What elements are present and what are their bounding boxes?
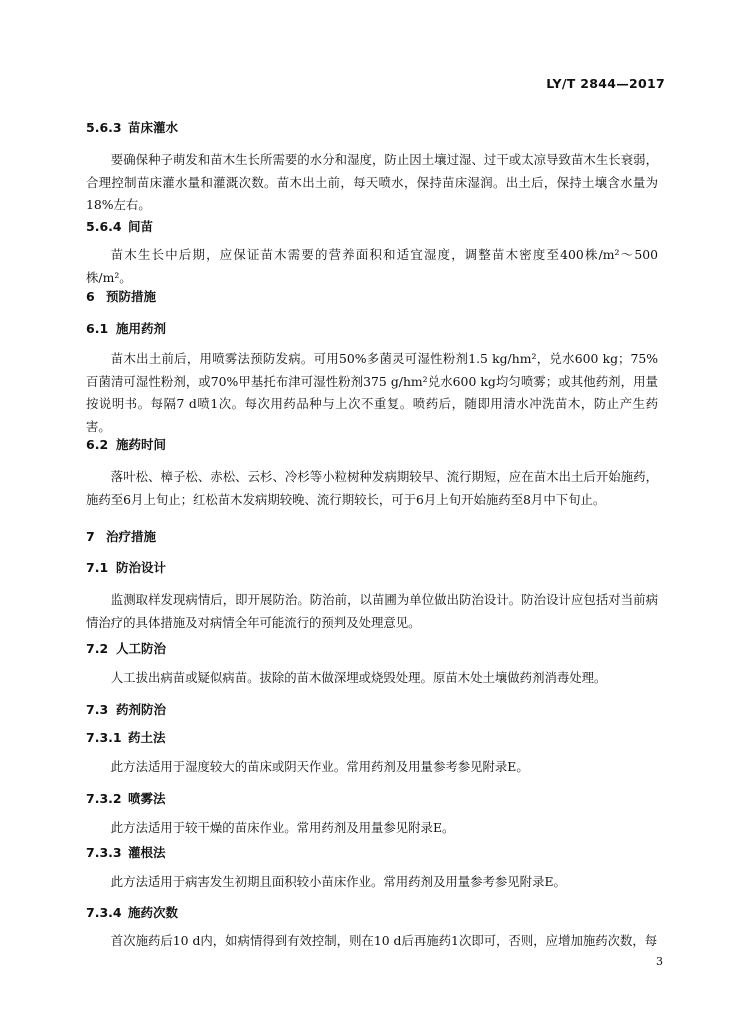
section-title: 间苗 [128, 219, 154, 234]
section-title: 灌根法 [128, 845, 166, 860]
section-number: 7.1 [86, 560, 109, 575]
section-heading-7 [86, 530, 156, 544]
section-heading-7-3-1 [86, 731, 166, 745]
section-heading-5-6-4 [86, 220, 153, 234]
section-body-7-3-2: 此方法适用于较干燥的苗床作业。常用药剂及用量参见附录E。 [110, 820, 455, 835]
section-heading-7-3-2 [86, 792, 166, 806]
section-body-7-1: 监测取样发现病情后，即开展防治。防治前，以苗圃为单位做出防治设计。防治设计应包括对当前病情治疗的具体措施及对病情全年可能流行的预判及处理意见。 [86, 592, 658, 630]
section-number: 7.3.2 [86, 791, 122, 806]
section-number: 5.6.4 [86, 219, 122, 234]
section-heading-7-3-4 [86, 906, 178, 920]
page-number: 3 [656, 955, 663, 968]
section-number: 7.3.1 [86, 730, 122, 745]
section-body-7-3-4: 首次施药后10 d内，如病情得到有效控制，则在10 d后再施药1次即可，否则，应增加施药次数，每 [110, 933, 658, 948]
section-body-6-2: 落叶松、樟子松、赤松、云杉、冷杉等小粒树种发病期较早、流行期短，应在苗木出土后开始施药，施药至6月上旬止；红松苗木发病期较晚、流行期较长，可于6月上旬开始施药至8月中下旬止。 [86, 469, 658, 507]
section-number: 7.3.3 [86, 845, 122, 860]
section-number: 5.6.3 [86, 120, 122, 135]
section-heading-7-1 [86, 561, 166, 575]
section-heading-7-2 [86, 642, 166, 656]
section-heading-6-2 [86, 438, 166, 452]
section-number: 7 [86, 529, 95, 544]
section-title: 施用药剂 [116, 321, 167, 336]
section-number: 6.2 [86, 437, 109, 452]
section-number: 7.3 [86, 702, 109, 717]
section-title: 苗床灌水 [128, 120, 179, 135]
section-heading-5-6-3 [86, 121, 178, 135]
section-title: 预防措施 [106, 289, 157, 304]
section-title: 施药次数 [128, 905, 179, 920]
section-body-7-3-1: 此方法适用于湿度较大的苗床或阴天作业。常用药剂及用量参考参见附录E。 [110, 759, 529, 774]
section-body-6-1: 苗木出土前后，用喷雾法预防发病。可用50%多菌灵可湿性粉剂1.5 kg/hm²，兑水600 kg；75%百菌清可湿性粉剂，或70%甲基托布津可湿性粉剂375 g/hm²兑水600 kg均匀喷雾；或其他药剂，用量按说明书。每隔7 d喷1次。每次用药品种与上次不重复。喷药后，随即用清水冲洗苗木，防止产生药害。 [86, 351, 658, 434]
section-title: 治疗措施 [106, 529, 157, 544]
section-heading-7-3-3 [86, 846, 166, 860]
section-body-5-6-4: 苗木生长中后期，应保证苗木需要的营养面积和适宜湿度，调整苗木密度至400株/m²～500株/m²。 [86, 247, 658, 285]
section-body-7-3-3: 此方法适用于病害发生初期且面积较小苗床作业。常用药剂及用量参考参见附录E。 [110, 874, 566, 889]
section-heading-6 [86, 290, 156, 304]
section-heading-6-1 [86, 322, 166, 336]
section-title: 防治设计 [116, 560, 167, 575]
section-number: 6 [86, 289, 95, 304]
section-title: 药土法 [128, 730, 166, 745]
document-id: LY/T 2844—2017 [546, 76, 665, 91]
section-number: 7.2 [86, 641, 109, 656]
section-body-5-6-3: 要确保种子萌发和苗木生长所需要的水分和湿度，防止因土壤过湿、过干或太凉导致苗木生长衰弱，合理控制苗床灌水量和灌溉次数。苗木出土前，每天喷水，保持苗床湿润。出土后，保持土壤含水量为18%左右。 [86, 152, 658, 212]
section-title: 喷雾法 [128, 791, 166, 806]
section-number: 6.1 [86, 321, 109, 336]
section-heading-7-3 [86, 703, 166, 717]
section-body-7-2: 人工拔出病苗或疑似病苗。拔除的苗木做深埋或烧毁处理。原苗木处土壤做药剂消毒处理。 [110, 670, 607, 685]
section-title: 药剂防治 [116, 702, 167, 717]
section-title: 人工防治 [116, 641, 167, 656]
section-number: 7.3.4 [86, 905, 122, 920]
section-title: 施药时间 [116, 437, 167, 452]
